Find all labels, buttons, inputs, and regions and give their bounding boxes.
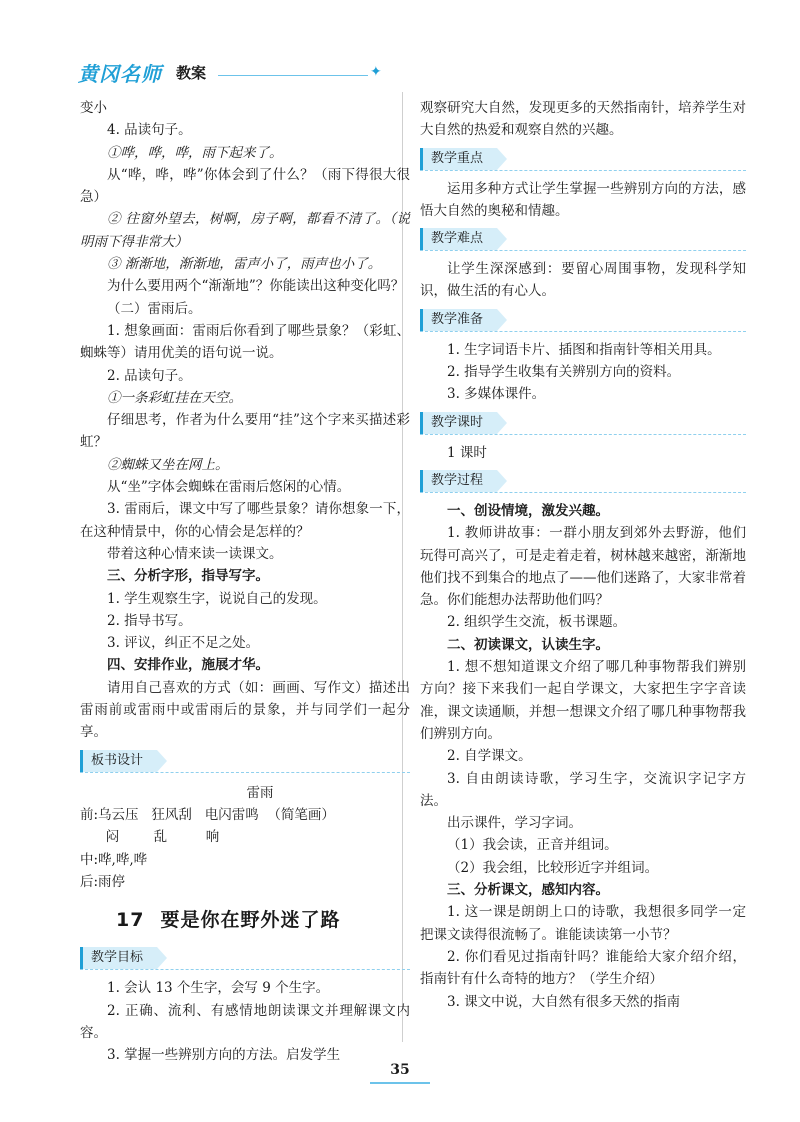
text-line: 1. 教师讲故事：一群小朋友到郊外去野游，他们玩得可高兴了，可是走着走着，树林越来越密，渐渐地他们找不到集合的地点了——他们迷路了，大家非常着急。你们能想办法帮助他们吗？	[420, 525, 746, 609]
section-heading: 一、创设情境，激发兴趣。	[447, 502, 609, 519]
section-tag-row	[420, 464, 746, 500]
text-line: 1. 会认 13 个生字，会写 9 个生字。	[107, 980, 330, 997]
text-line: 从“哗，哗，哗”你体会到了什么？（雨下得很大很急）	[80, 166, 410, 206]
text-line: 运用多种方式让学生掌握一些辨别方向的方法，感悟大自然的奥秘和情趣。	[420, 180, 746, 219]
text-line: 1. 学生观察生字，说说自己的发现。	[107, 590, 327, 607]
header-line	[218, 75, 368, 76]
section-tag-goal: 教学目标	[80, 947, 157, 969]
text-line: 2. 品读句子。	[107, 367, 192, 384]
board-row: 闷 乱 响	[80, 829, 220, 846]
board-row: 后:雨停	[80, 873, 126, 890]
text-line: 变小	[80, 100, 107, 116]
lesson-number: 17	[116, 909, 145, 932]
section-tag-difficulty: 教学难点	[420, 228, 497, 250]
page-number: 35	[390, 1062, 410, 1078]
lesson-name: 要是你在野外迷了路	[160, 909, 341, 932]
text-line: 3. 评议，纠正不足之处。	[107, 635, 260, 652]
board-row: 中:哗,哗,哗	[80, 851, 148, 868]
text-line: 2. 指导书写。	[107, 612, 192, 629]
section-tag-row	[420, 222, 746, 258]
text-line: 1. 这一课是朗朗上口的诗歌，我想很多同学一定把课文读得很流畅了。谁能读读第一小节？	[420, 904, 746, 943]
text-line: 1 课时	[447, 444, 487, 461]
quote-line: ③ 渐渐地，渐渐地，雷声小了，雨声也小了。	[107, 256, 382, 273]
text-line: 从“坐”字体会蜘蛛在雷雨后悠闲的心情。	[107, 479, 351, 496]
text-line: 4. 品读句子。	[107, 122, 192, 139]
section-heading: 二、初读课文，认读生字。	[447, 636, 609, 653]
text-line: 1. 生字词语卡片、插图和指南针等相关用具。	[447, 341, 721, 358]
text-line: 让学生深深感到：要留心周围事物，发现科学知识，做生活的有心人。	[420, 261, 746, 300]
section-tag-board: 板书设计	[80, 750, 157, 772]
text-line: 1. 想象画面：雷雨后你看到了哪些景象？（彩虹、蜘蛛等）请用优美的语句说一说。	[80, 322, 410, 362]
section-heading: 四、安排作业，施展才华。	[107, 657, 269, 674]
text-line: 3. 雷雨后，课文中写了哪些景象？请你想象一下，在这种情景中，你的心情会是怎样的？	[80, 501, 410, 540]
text-line: 2. 指导学生收集有关辨别方向的资料。	[447, 364, 681, 381]
page-header	[78, 58, 382, 88]
text-line: 3. 多媒体课件。	[447, 386, 546, 403]
text-line: 2. 自学课文。	[447, 748, 532, 765]
quote-line: ② 往窗外望去，树啊，房子啊，都看不清了。（说明雨下得非常大）	[80, 211, 410, 250]
text-line: 2. 你们看见过指南针吗？谁能给大家介绍介绍，指南针有什么奇特的地方？（学生介绍）	[420, 948, 746, 988]
board-title: 雷雨	[246, 784, 274, 801]
text-line: 带着这种心情来读一读课文。	[107, 545, 283, 562]
brand-logo: 黄冈名师	[78, 62, 162, 86]
section-tag-row	[80, 744, 410, 780]
board-design	[80, 782, 410, 893]
text-line: 2. 组织学生交流，板书课题。	[447, 614, 627, 631]
section-tag-row	[420, 303, 746, 339]
text-line: 仔细思考，作者为什么要用“挂”这个字来买描述彩虹？	[80, 412, 410, 451]
section-tag-process: 教学过程	[420, 470, 497, 492]
page-number-underline	[370, 1082, 430, 1084]
text-line: 请用自己喜欢的方式（如：画画、写作文）描述出雷雨前或雷雨中或雷雨后的景象，并与同学们一起分享。	[80, 679, 410, 741]
section-tag-row	[420, 406, 746, 442]
sparkle-icon: ✦	[370, 64, 382, 80]
left-column	[80, 97, 410, 1067]
text-line: 2. 正确、流利、有感情地朗读课文并理解课文内容。	[80, 1002, 410, 1041]
quote-line: ②蜘蛛又坐在网上。	[107, 456, 229, 473]
section-heading: 三、分析课文，感知内容。	[447, 882, 609, 899]
section-tag-prep: 教学准备	[420, 309, 497, 331]
text-line: 3. 自由朗读诗歌，学习生字，交流识字记字方法。	[420, 770, 746, 809]
section-tag-row	[420, 142, 746, 178]
text-line: 3. 课文中说，大自然有很多天然的指南	[447, 993, 681, 1010]
right-column	[420, 97, 746, 1013]
text-line: （二）雷雨后。	[107, 300, 202, 317]
section-tag-key: 教学重点	[420, 148, 497, 170]
text-line: 观察研究大自然，发现更多的天然指南针，培养学生对大自然的热爱和观察自然的兴趣。	[420, 100, 746, 139]
section-tag-time: 教学课时	[420, 412, 497, 434]
section-heading: 三、分析字形，指导写字。	[107, 568, 269, 585]
text-line: （1）我会读，正音并组词。	[447, 837, 618, 854]
text-line: 1. 想不想知道课文介绍了哪几种事物帮我们辨别方向？接下来我们一起自学课文，大家把生字字音读准，课文读通顺，并想一想课文介绍了哪几种事物帮我们辨别方向。	[420, 659, 746, 742]
section-tag-row	[80, 941, 410, 977]
board-row: 前:乌云压 狂风刮 电闪雷鸣 （简笔画）	[80, 806, 335, 823]
text-line: 为什么要用两个“渐渐地”？你能读出这种变化吗？	[107, 278, 405, 295]
text-line: 出示课件，学习字词。	[447, 815, 582, 832]
header-subtitle: 教案	[176, 64, 207, 82]
lesson-title	[116, 909, 410, 931]
text-line: 3. 掌握一些辨别方向的方法。启发学生	[107, 1047, 341, 1064]
quote-line: ①哗，哗，哗，雨下起来了。	[107, 144, 283, 161]
text-line: （2）我会组，比较形近字并组词。	[447, 859, 659, 876]
quote-line: ①一条彩虹挂在天空。	[107, 389, 242, 406]
